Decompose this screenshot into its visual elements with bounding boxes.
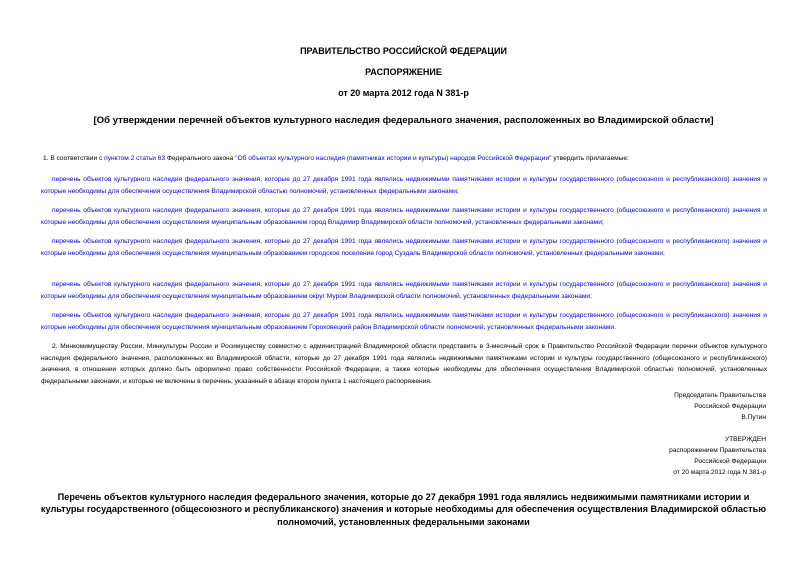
list-link-murom[interactable]: перечень объектов культурного наследия федерального значения, которые до 27 декабря 1991 года являлись недвижимыми памятниками истории и культуры государственного (общесоюзного и республиканского) значения и которые необходимы для обеспечения осуществления муниципальным образованием округ Муром Владимирской области полномочий, установленных федеральными законами;: [41, 281, 767, 300]
list-link-region[interactable]: перечень объектов культурного наследия федерального значения, которые до 27 декабря 1991 года являлись недвижимыми памятниками истории и культуры государственного (общесоюзного и республиканского) значения и которые необходимы для обеспечения осуществления Владимирской областью полномочий, установленных федеральными законами;: [41, 176, 767, 195]
signature-name: В.Путин: [741, 414, 766, 421]
intro-paragraph: [43, 153, 629, 164]
approval-country: Российской Федерации: [694, 458, 766, 465]
paragraph-two: 2. Минкомимуществу России, Минкультуры России и Росимуществу совместно с администрацией Владимирской области представить в 3-месячный срок в Правительство Российской Федерации перечни объектов культурного наследия федерального значения, расположенных во Владимирской области, которые до 27 декабря 1991 года являлись недвижимыми памятниками истории и культуры государственного (общесоюзного и республиканского) значения, в отношении которых должно быть оформлено право собственности Российской Федерации, а также которые необходимы для обеспечения осуществления Владимирской областью полномочий, установленных федеральными законами, и которые не включены в перечень, указанный в абзаце втором пункта 1 настоящего распоряжения.: [41, 343, 767, 385]
approval-by: распоряжением Правительства: [669, 447, 766, 454]
document-title: [Об утверждении перечней объектов культурного наследия федерального значения, расположенных во Владимирской области]: [93, 115, 714, 126]
date-number-heading: от 20 марта 2012 года N 381-р: [338, 88, 469, 98]
document-type-heading: РАСПОРЯЖЕНИЕ: [365, 67, 442, 77]
list-link-suzdal[interactable]: перечень объектов культурного наследия федерального значения, которые до 27 декабря 1991 года являлись недвижимыми памятниками истории и культуры государственного (общесоюзного и республиканского) значения и которые необходимы для обеспечения осуществления муниципальным образованием городское поселение город Суздаль Владимирской области полномочий, установленных федеральными законами;: [41, 238, 767, 257]
list-title: Перечень объектов культурного наследия федерального значения, которые до 27 декабря 1991 года являлись недвижимыми памятниками истории и культуры государственного (общесоюзного и республиканского) значения и которые необходимы для обеспечения осуществления Владимирской областью полномочий, установленных федеральными законами: [40, 492, 767, 527]
approval-date: от 20 марта 2012 года N 381-р: [673, 469, 766, 476]
intro-middle: Федерального закона: [165, 155, 236, 162]
intro-suffix: утвердить прилагаемые:: [551, 155, 629, 162]
list-link-city-vladimir[interactable]: перечень объектов культурного наследия федерального значения, которые до 27 декабря 1991 года являлись недвижимыми памятниками истории и культуры государственного (общесоюзного и республиканского) значения и которые необходимы для обеспечения осуществления муниципальным образованием город Владимир Владимирской области полномочий, установленных федеральными законами;: [41, 207, 767, 226]
issuer-heading: ПРАВИТЕЛЬСТВО РОССИЙСКОЙ ФЕДЕРАЦИИ: [300, 46, 507, 56]
law-title-link[interactable]: "Об объектах культурного наследия (памятниках истории и культуры) народов Российской Федерации": [235, 155, 552, 162]
signature-position: Председатель Правительства: [674, 392, 766, 399]
signature-country: Российской Федерации: [694, 403, 766, 410]
law-article-link[interactable]: пунктом 2 статьи 63: [104, 155, 166, 162]
intro-prefix: 1. В соответствии с: [43, 155, 105, 162]
list-link-gorokhovets[interactable]: перечень объектов культурного наследия федерального значения, которые до 27 декабря 1991 года являлись недвижимыми памятниками истории и культуры государственного (общесоюзного и республиканского) значения и которые необходимы для обеспечения осуществления муниципальным образованием Гороховецкий район Владимирской области полномочий, установленных федеральными законами.: [41, 312, 767, 331]
approval-stamp: УТВЕРЖДЕН: [724, 436, 766, 443]
